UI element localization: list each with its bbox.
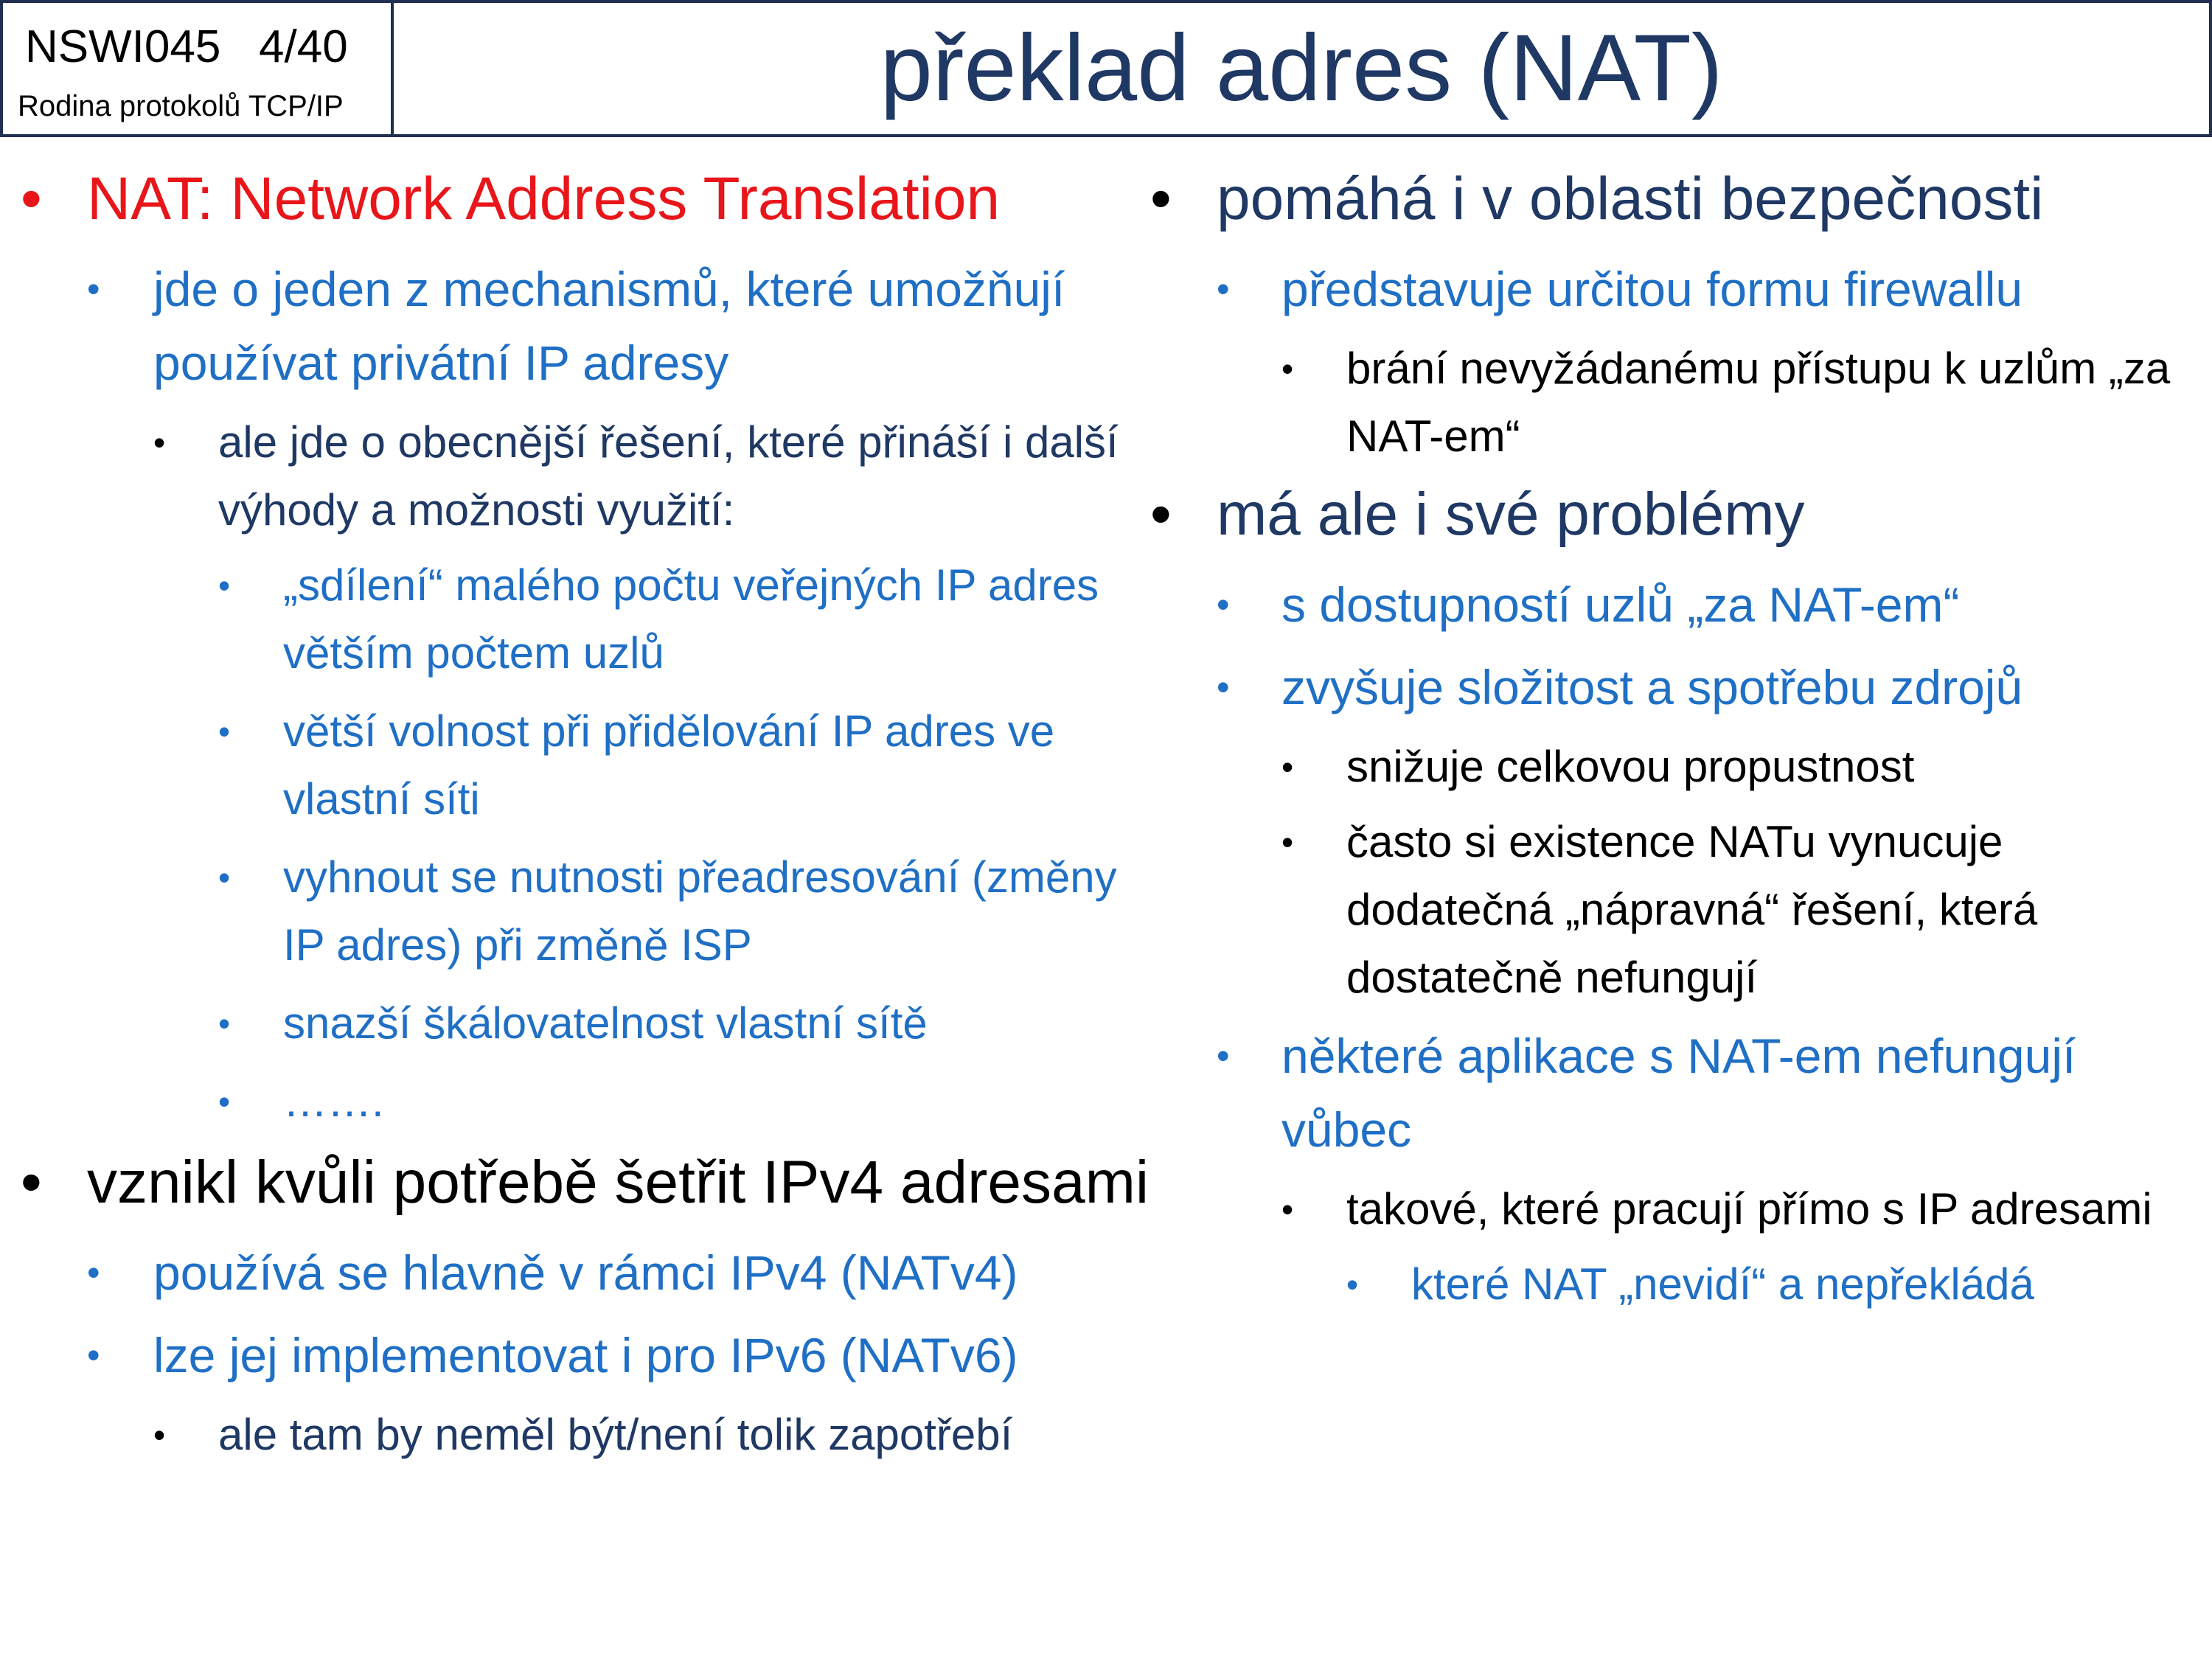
bullet-point-icon: • [87,1252,100,1293]
bullet-point-icon: • [218,858,231,897]
bullet-text: ale tam by neměl být/není tolik zapotřebí [218,1410,1013,1459]
bullet-item-level-2 [0,1318,1165,1392]
bullet-item-level-4 [0,552,1165,687]
bullet-text: takové, které pracují přímo s IP adresami [1346,1184,2152,1234]
bullet-text: pomáhá i v oblasti bezpečnosti [1217,165,2044,232]
bullet-text: ale jde o obecnější řešení, které přináší i další výhody a možnosti využití: [218,417,1119,535]
bullet-point-icon: • [1281,1190,1294,1228]
bullet-item-level-1 [1135,478,2205,552]
bullet-text: větší volnost při přidělování IP adres ve vlastní síti [283,706,1055,824]
bullet-point-icon: • [21,165,42,232]
course-info-box [0,0,394,137]
bullet-text: vznikl kvůli potřebě šetřit IPv4 adresami [87,1149,1150,1216]
bullet-point-icon: • [1281,748,1294,786]
bullet-point-icon: • [1217,667,1230,708]
bullet-text: lze jej implementovat i pro IPv6 (NATv6) [153,1328,1018,1382]
bullet-text: „sdílení“ malého počtu veřejných IP adres větším počtem uzlů [283,560,1099,678]
bullet-item-level-4 [0,698,1165,833]
bullet-text: používá se hlavně v rámci IPv4 (NATv4) [153,1245,1018,1300]
bullet-item-level-4 [0,844,1165,979]
slide-title: překlad adres (NAT) [880,15,1723,121]
bullet-point-icon: • [218,566,231,605]
right-column [1135,162,2205,1329]
title-box [391,0,2212,137]
bullet-item-level-3 [0,1401,1165,1469]
left-column [0,162,1165,1476]
bullet-text: představuje určitou formu firewallu [1281,262,2023,316]
bullet-item-level-3 [1135,808,2205,1012]
bullet-text: snižuje celkovou propustnost [1346,742,1915,791]
bullet-item-level-2 [0,252,1165,400]
bullet-item-level-2 [1135,1019,2205,1166]
bullet-point-icon: • [1281,823,1294,861]
slide-number: 4/40 [259,21,348,72]
bullet-item-level-2 [1135,650,2205,724]
bullet-item-level-1 [1135,162,2205,236]
course-code: NSWI045 [25,21,221,72]
bullet-point-icon: • [87,1335,100,1376]
bullet-text: často si existence NATu vynucuje dodatečná „nápravná“ řešení, která dostatečně nefungují [1346,817,2038,1002]
bullet-item-level-4 [0,1068,1165,1135]
bullet-item-level-3 [1135,733,2205,801]
bullet-text: snazší škálovatelnost vlastní sítě [283,998,928,1048]
bullet-item-level-2 [1135,252,2205,326]
bullet-item-level-1 [0,1146,1165,1220]
bullet-point-icon: • [153,423,166,462]
bullet-point-icon: • [1217,1035,1230,1077]
bullet-text: brání nevyžádanému přístupu k uzlům „za NAT-em“ [1346,344,2171,461]
bullet-text: ……. [283,1077,384,1126]
course-name: Rodina protokolů TCP/IP [18,90,344,122]
bullet-text: NAT: Network Address Translation [87,165,1001,232]
bullet-point-icon: • [1150,481,1172,548]
bullet-text: vyhnout se nutnosti přeadresování (změny IP adres) při změně ISP [283,852,1117,970]
bullet-point-icon: • [1217,584,1230,625]
slide-header [0,0,2212,140]
bullet-text: zvyšuje složitost a spotřebu zdrojů [1281,660,2023,714]
bullet-point-icon: • [1281,349,1294,388]
bullet-item-level-4 [0,990,1165,1057]
bullet-point-icon: • [153,1416,166,1454]
bullet-point-icon: • [218,1082,231,1121]
bullet-item-level-4 [1135,1251,2205,1318]
bullet-item-level-2 [0,1236,1165,1310]
bullet-text: které NAT „nevidí“ a nepřekládá [1411,1259,2034,1309]
bullet-point-icon: • [1346,1265,1359,1304]
bullet-point-icon: • [1217,268,1230,310]
course-code-line [25,21,348,73]
bullet-text: některé aplikace s NAT-em nefungují vůbec [1281,1029,2076,1157]
bullet-point-icon: • [21,1149,42,1216]
bullet-text: s dostupností uzlů „za NAT-em“ [1281,577,1960,632]
bullet-point-icon: • [218,1004,231,1043]
bullet-text: jde o jeden z mechanismů, které umožňují používat privátní IP adresy [153,262,1065,390]
bullet-point-icon: • [218,712,231,751]
bullet-text: má ale i své problémy [1217,481,1805,548]
bullet-point-icon: • [1150,165,1172,232]
bullet-item-level-3 [1135,335,2205,470]
bullet-item-level-3 [0,408,1165,544]
bullet-point-icon: • [87,268,100,310]
bullet-item-level-2 [1135,568,2205,641]
bullet-item-level-1 [0,162,1165,236]
bullet-item-level-3 [1135,1175,2205,1243]
